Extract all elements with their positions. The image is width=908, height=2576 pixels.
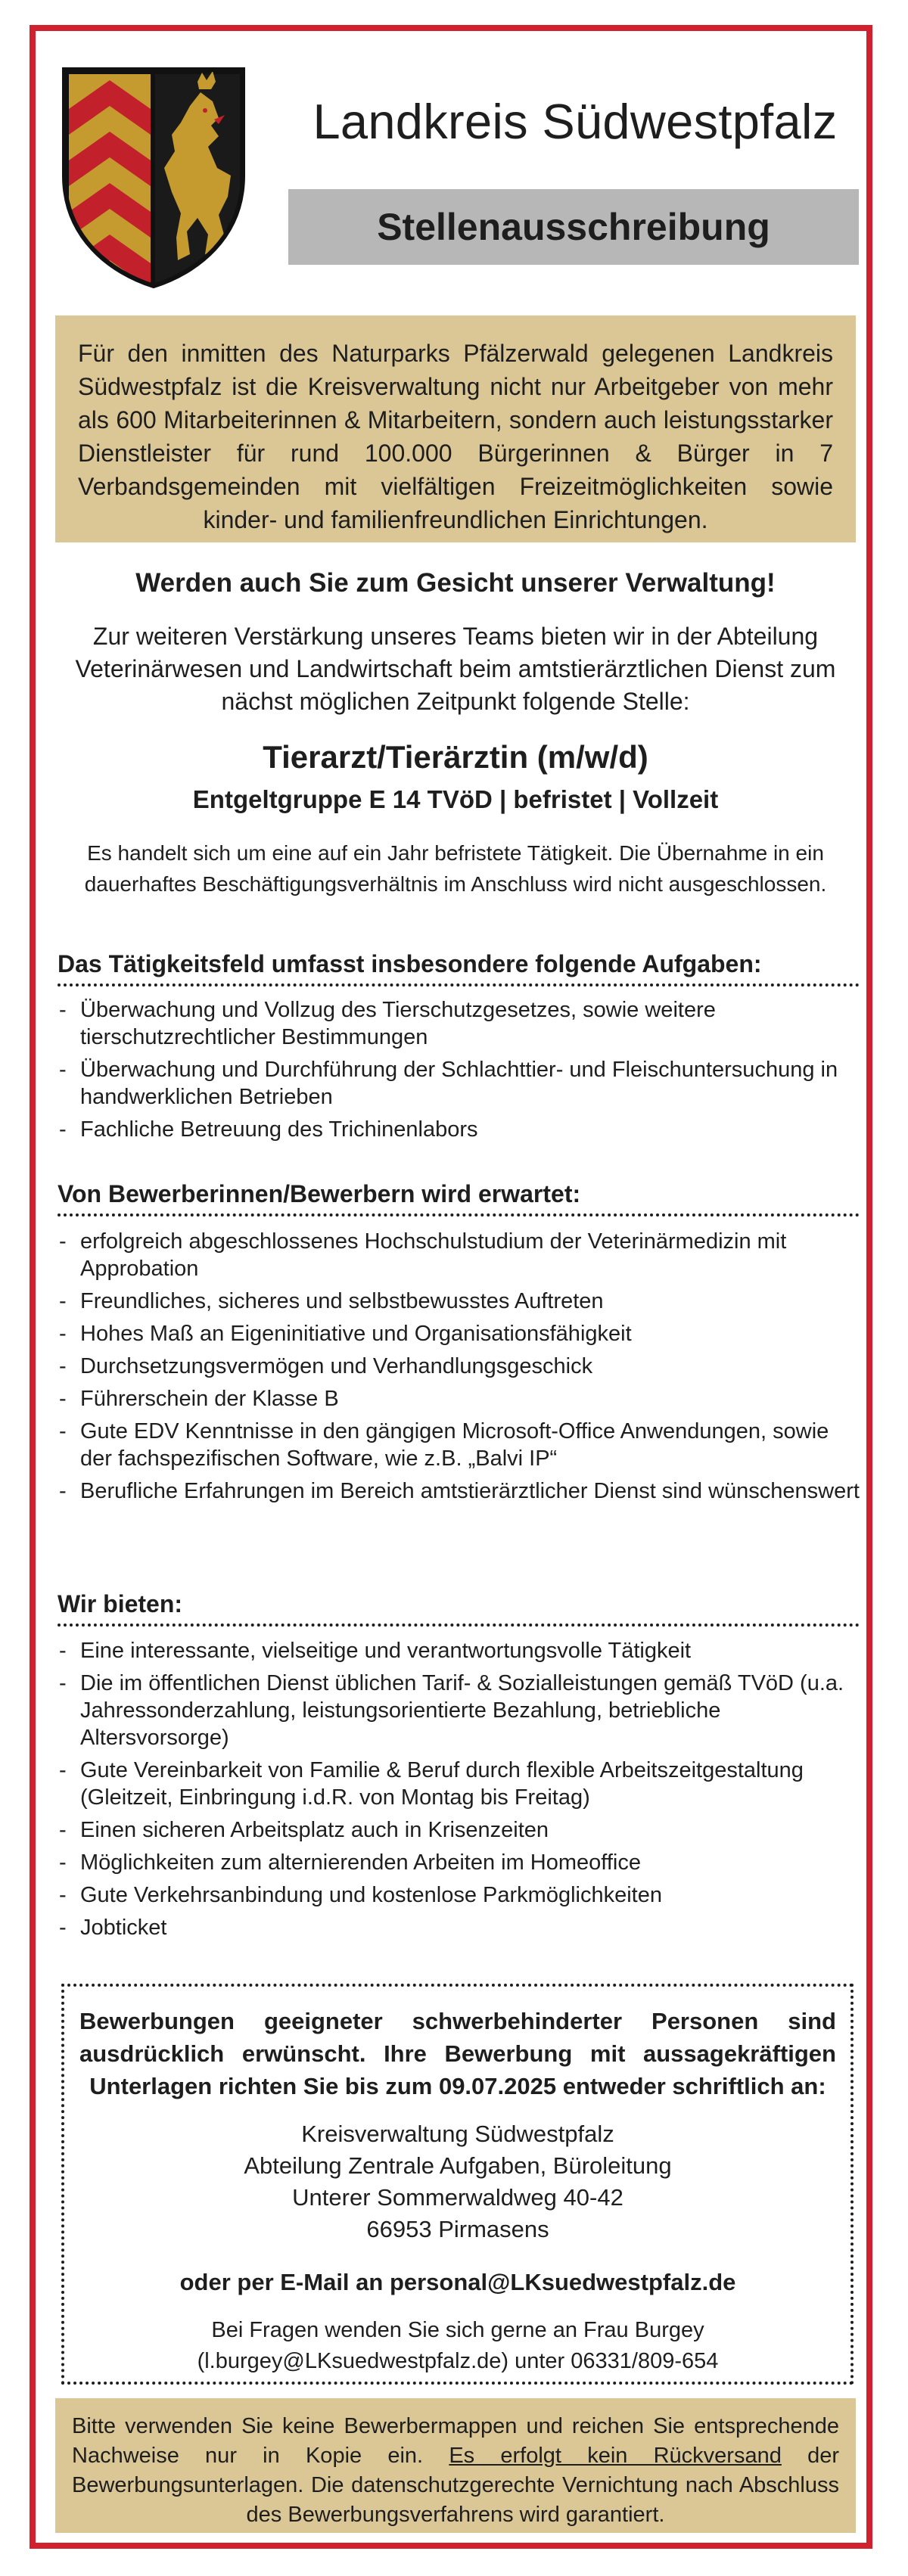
list-item: - Jobticket: [58, 1914, 860, 1941]
application-box: [61, 1984, 854, 2385]
list-item: - Überwachung und Vollzug des Tierschutzgesetzes, sowie weitere tierschutzrechtlicher Bestimmungen: [58, 996, 860, 1051]
postal-address: [64, 2118, 851, 2245]
intro-text: Für den inmitten des Naturparks Pfälzerwald gelegenen Landkreis Südwestpfalz ist die Kreisverwaltung nicht nur Arbeitgeber von mehr als 600 Mitarbeiterinnen & Mitarbeitern, sondern auch leistungsstarker Dienstleister für rund 100.000 Bürgerinnen & Bürger in 7 Verbandsgemeinden mit vielfältigen Freizeitmöglichkeiten sowie kinder- und familienfreundlichen Einrichtungen.: [78, 340, 833, 533]
page-title-banner: Stellenausschreibung: [288, 189, 859, 265]
list-item: - Berufliche Erfahrungen im Bereich amtstierärztlicher Dienst sind wünschenswert: [58, 1478, 860, 1505]
list-item: - Einen sicheren Arbeitsplatz auch in Krisenzeiten: [58, 1816, 860, 1844]
requirements-heading: Von Bewerberinnen/Bewerbern wird erwartet:: [58, 1177, 860, 1217]
intro-box: [55, 315, 856, 542]
list-item: - Gute EDV Kenntnisse in den gängigen Microsoft-Office Anwendungen, sowie der fachspezifischen Software, wie z.B. „Balvi IP“: [58, 1418, 860, 1472]
contact-info: [64, 2315, 851, 2377]
coat-of-arms-logo: [57, 62, 250, 291]
list-item: - Fachliche Betreuung des Trichinenlabors: [58, 1116, 860, 1143]
offer-list: [58, 1637, 860, 1947]
list-item: - Überwachung und Durchführung der Schlachttier- und Fleischuntersuchung in handwerklichen Betrieben: [58, 1056, 860, 1111]
list-item: - Hohes Maß an Eigeninitiative und Organisationsfähigkeit: [58, 1320, 860, 1347]
job-info: Es handelt sich um eine auf ein Jahr befristete Tätigkeit. Die Übernahme in ein dauerhaftes Beschäftigungsverhältnis im Anschluss wird nicht ausgeschlossen.: [84, 841, 827, 896]
contact-line: (l.burgey@LKsuedwestpfalz.de) unter 06331/809-654: [197, 2349, 719, 2373]
tasks-list: [58, 996, 860, 1148]
list-item: - Die im öffentlichen Dienst üblichen Tarif- & Sozialleistungen gemäß TVöD (u.a. Jahressonderzahlung, leistungsorientierte Bezahlung, betriebliche Altersvorsorge): [58, 1670, 860, 1751]
list-item: - Gute Vereinbarkeit von Familie & Beruf durch flexible Arbeitszeitgestaltung (Gleitzeit, Einbringung i.d.R. von Montag bis Freitag): [58, 1757, 860, 1811]
footer-notice: [55, 2398, 856, 2533]
footer-underlined-text: Es erfolgt kein Rückversand: [449, 2444, 782, 2468]
address-line: Kreisverwaltung Südwestpfalz: [301, 2121, 614, 2147]
team-paragraph: Zur weiteren Verstärkung unseres Teams bieten wir in der Abteilung Veterinärwesen und Landwirtschaft beim amtstierärztlichen Dienst zum nächst möglichen Zeitpunkt folgende Stelle:: [75, 623, 836, 715]
address-line: Abteilung Zentrale Aufgaben, Büroleitung: [244, 2152, 672, 2179]
application-text: Bewerbungen geeigneter schwerbehinderter Personen sind ausdrücklich erwünscht. Ihre Bewerbung mit aussagekräftigen Unterlagen richten Sie bis zum 09.07.2025 entweder schriftlich an:: [79, 2008, 836, 2099]
list-item: - Möglichkeiten zum alternierenden Arbeiten im Homeoffice: [58, 1849, 860, 1876]
address-line: 66953 Pirmasens: [366, 2216, 549, 2242]
footer-text: der Bewerbungsunterlagen. Die datenschutzgerechte Vernichtung nach Abschluss des Bewerbungsverfahrens wird garantiert.: [72, 2444, 839, 2527]
contact-line: Bei Fragen wenden Sie sich gerne an Frau Burgey: [211, 2318, 704, 2342]
list-item: - Gute Verkehrsanbindung und kostenlose Parkmöglichkeiten: [58, 1882, 860, 1909]
organization-name: Landkreis Südwestpfalz: [313, 94, 838, 149]
job-title: Tierarzt/Tierärztin (m/w/d): [263, 739, 648, 775]
list-item: - erfolgreich abgeschlossenes Hochschulstudium der Veterinärmedizin mit Approbation: [58, 1228, 860, 1282]
list-item: - Eine interessante, vielseitige und verantwortungsvolle Tätigkeit: [58, 1637, 860, 1664]
list-item: - Durchsetzungsvermögen und Verhandlungsgeschick: [58, 1353, 860, 1380]
list-item: - Führerschein der Klasse B: [58, 1385, 860, 1412]
email-line: oder per E-Mail an personal@LKsuedwestpfalz.de: [179, 2269, 736, 2295]
tasks-heading: Das Tätigkeitsfeld umfasst insbesondere folgende Aufgaben:: [58, 947, 860, 987]
job-grade: Entgeltgruppe E 14 TVöD | befristet | Vollzeit: [192, 785, 719, 813]
slogan-heading: Werden auch Sie zum Gesicht unserer Verwaltung!: [135, 568, 776, 598]
requirements-list: [58, 1228, 860, 1510]
footer-text: Bitte verwenden Sie keine Bewerbermappen und reichen Sie entsprechende Nachweise nur in Kopie ein.: [72, 2414, 839, 2468]
offer-heading: Wir bieten:: [58, 1587, 860, 1627]
address-line: Unterer Sommerwaldweg 40-42: [292, 2184, 623, 2211]
list-item: - Freundliches, sicheres und selbstbewusstes Auftreten: [58, 1288, 860, 1315]
